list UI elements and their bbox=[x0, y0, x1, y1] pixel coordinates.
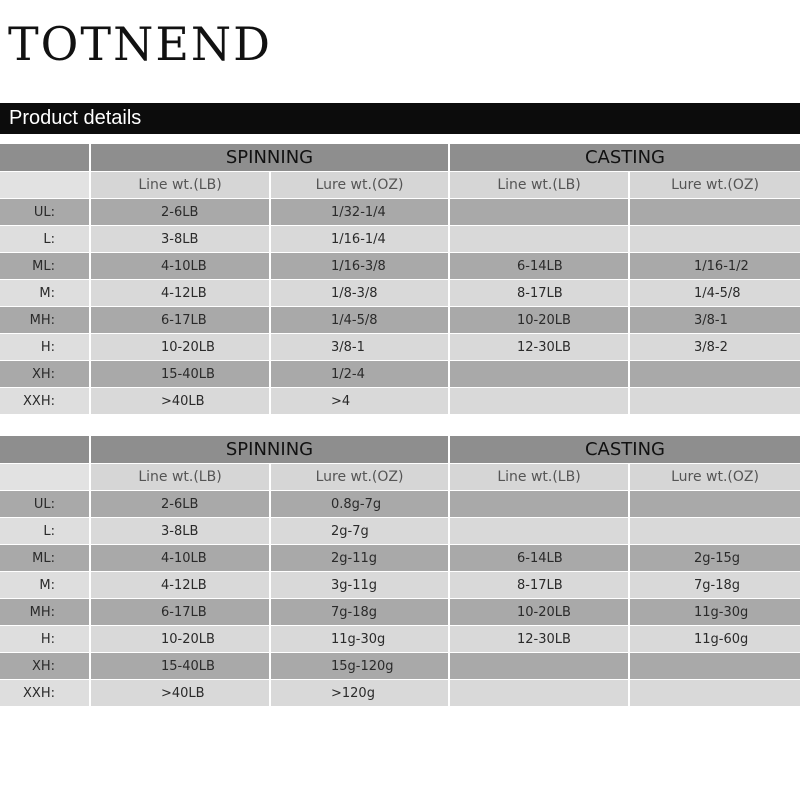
spin-line-cell: >40LB bbox=[91, 388, 271, 414]
spin-line-cell: 10-20LB bbox=[91, 334, 271, 360]
cast-lure-cell bbox=[630, 491, 800, 517]
cast-lure-cell: 11g-30g bbox=[630, 599, 800, 625]
power-cell: XXH: bbox=[0, 388, 91, 414]
spin-line-cell: 3-8LB bbox=[91, 518, 271, 544]
power-cell: XH: bbox=[0, 361, 91, 387]
spin-lure-cell: 1/2-4 bbox=[271, 361, 450, 387]
cast-line-cell: 6-14LB bbox=[450, 253, 630, 279]
spin-lure-cell: >120g bbox=[271, 680, 450, 706]
cast-line-cell: 12-30LB bbox=[450, 626, 630, 652]
sub-header-row bbox=[0, 172, 800, 199]
power-cell: L: bbox=[0, 518, 91, 544]
cast-lure-cell: 1/16-1/2 bbox=[630, 253, 800, 279]
spin-lure-cell: 1/8-3/8 bbox=[271, 280, 450, 306]
cast-lure-cell: 2g-15g bbox=[630, 545, 800, 571]
table-body bbox=[0, 199, 800, 415]
spin-lure-cell: 7g-18g bbox=[271, 599, 450, 625]
power-cell: L: bbox=[0, 226, 91, 252]
spin-line-cell: 4-12LB bbox=[91, 280, 271, 306]
power-cell: XH: bbox=[0, 653, 91, 679]
table-row bbox=[0, 334, 800, 361]
cast-line-header: Line wt.(LB) bbox=[450, 172, 630, 198]
power-cell: UL: bbox=[0, 491, 91, 517]
cast-line-cell bbox=[450, 653, 630, 679]
cast-lure-cell: 7g-18g bbox=[630, 572, 800, 598]
cast-lure-cell bbox=[630, 680, 800, 706]
spinning-header: SPINNING bbox=[91, 436, 450, 463]
table-row bbox=[0, 388, 800, 415]
spin-line-cell: 15-40LB bbox=[91, 361, 271, 387]
header-blank-cell bbox=[0, 172, 91, 198]
spin-line-cell: 2-6LB bbox=[91, 491, 271, 517]
power-cell: ML: bbox=[0, 253, 91, 279]
table-body bbox=[0, 491, 800, 707]
spec-table-oz bbox=[0, 144, 800, 415]
spin-lure-cell: 3/8-1 bbox=[271, 334, 450, 360]
table-row bbox=[0, 518, 800, 545]
table-row bbox=[0, 280, 800, 307]
cast-line-cell: 6-14LB bbox=[450, 545, 630, 571]
spin-lure-cell: >4 bbox=[271, 388, 450, 414]
power-cell: H: bbox=[0, 626, 91, 652]
power-cell: M: bbox=[0, 572, 91, 598]
cast-lure-cell bbox=[630, 361, 800, 387]
header-blank-cell bbox=[0, 464, 91, 490]
cast-line-cell bbox=[450, 199, 630, 225]
section-title: Product details bbox=[0, 103, 800, 134]
cast-line-cell: 12-30LB bbox=[450, 334, 630, 360]
table-row bbox=[0, 361, 800, 388]
power-cell: XXH: bbox=[0, 680, 91, 706]
spin-line-cell: 10-20LB bbox=[91, 626, 271, 652]
table-row bbox=[0, 680, 800, 707]
spin-lure-cell: 11g-30g bbox=[271, 626, 450, 652]
cast-lure-cell: 3/8-2 bbox=[630, 334, 800, 360]
power-cell: H: bbox=[0, 334, 91, 360]
spin-line-cell: 3-8LB bbox=[91, 226, 271, 252]
cast-line-cell bbox=[450, 388, 630, 414]
table-row bbox=[0, 226, 800, 253]
table-row bbox=[0, 199, 800, 226]
power-cell: MH: bbox=[0, 599, 91, 625]
spin-lure-cell: 2g-7g bbox=[271, 518, 450, 544]
spin-line-cell: 4-10LB bbox=[91, 253, 271, 279]
cast-lure-cell bbox=[630, 653, 800, 679]
spin-line-cell: 4-12LB bbox=[91, 572, 271, 598]
power-cell: ML: bbox=[0, 545, 91, 571]
spin-line-cell: 4-10LB bbox=[91, 545, 271, 571]
casting-header: CASTING bbox=[450, 144, 800, 171]
cast-line-cell bbox=[450, 361, 630, 387]
table-row bbox=[0, 307, 800, 334]
table-row bbox=[0, 572, 800, 599]
spin-line-cell: 15-40LB bbox=[91, 653, 271, 679]
spin-line-cell: 6-17LB bbox=[91, 599, 271, 625]
spin-lure-cell: 1/16-3/8 bbox=[271, 253, 450, 279]
power-cell: UL: bbox=[0, 199, 91, 225]
table-row bbox=[0, 491, 800, 518]
cast-lure-header: Lure wt.(OZ) bbox=[630, 172, 800, 198]
casting-header: CASTING bbox=[450, 436, 800, 463]
table-row bbox=[0, 599, 800, 626]
sub-header-row bbox=[0, 464, 800, 491]
spin-lure-header: Lure wt.(OZ) bbox=[271, 464, 450, 490]
cast-lure-header: Lure wt.(OZ) bbox=[630, 464, 800, 490]
power-cell: MH: bbox=[0, 307, 91, 333]
cast-line-cell: 8-17LB bbox=[450, 572, 630, 598]
cast-lure-cell: 3/8-1 bbox=[630, 307, 800, 333]
spin-lure-cell: 0.8g-7g bbox=[271, 491, 450, 517]
cast-lure-cell bbox=[630, 388, 800, 414]
cast-line-cell bbox=[450, 226, 630, 252]
spin-lure-cell: 15g-120g bbox=[271, 653, 450, 679]
spin-lure-cell: 1/32-1/4 bbox=[271, 199, 450, 225]
spin-lure-cell: 1/4-5/8 bbox=[271, 307, 450, 333]
header-blank-cell bbox=[0, 436, 91, 463]
cast-lure-cell bbox=[630, 199, 800, 225]
cast-line-cell bbox=[450, 518, 630, 544]
spinning-header: SPINNING bbox=[91, 144, 450, 171]
table-row bbox=[0, 545, 800, 572]
table-row bbox=[0, 653, 800, 680]
brand-logo: TOTNEND bbox=[8, 17, 273, 71]
spec-table-grams bbox=[0, 436, 800, 707]
spin-line-header: Line wt.(LB) bbox=[91, 464, 271, 490]
cast-line-cell: 10-20LB bbox=[450, 599, 630, 625]
spin-lure-cell: 1/16-1/4 bbox=[271, 226, 450, 252]
cast-lure-cell bbox=[630, 518, 800, 544]
spin-lure-cell: 3g-11g bbox=[271, 572, 450, 598]
table-row bbox=[0, 253, 800, 280]
spin-line-cell: 2-6LB bbox=[91, 199, 271, 225]
spin-lure-header: Lure wt.(OZ) bbox=[271, 172, 450, 198]
spin-line-header: Line wt.(LB) bbox=[91, 172, 271, 198]
cast-lure-cell: 1/4-5/8 bbox=[630, 280, 800, 306]
group-header-row bbox=[0, 144, 800, 172]
cast-line-header: Line wt.(LB) bbox=[450, 464, 630, 490]
spin-line-cell: >40LB bbox=[91, 680, 271, 706]
cast-line-cell: 10-20LB bbox=[450, 307, 630, 333]
cast-lure-cell: 11g-60g bbox=[630, 626, 800, 652]
cast-lure-cell bbox=[630, 226, 800, 252]
table-row bbox=[0, 626, 800, 653]
cast-line-cell bbox=[450, 680, 630, 706]
group-header-row bbox=[0, 436, 800, 464]
cast-line-cell bbox=[450, 491, 630, 517]
cast-line-cell: 8-17LB bbox=[450, 280, 630, 306]
spin-line-cell: 6-17LB bbox=[91, 307, 271, 333]
header-blank-cell bbox=[0, 144, 91, 171]
power-cell: M: bbox=[0, 280, 91, 306]
spin-lure-cell: 2g-11g bbox=[271, 545, 450, 571]
